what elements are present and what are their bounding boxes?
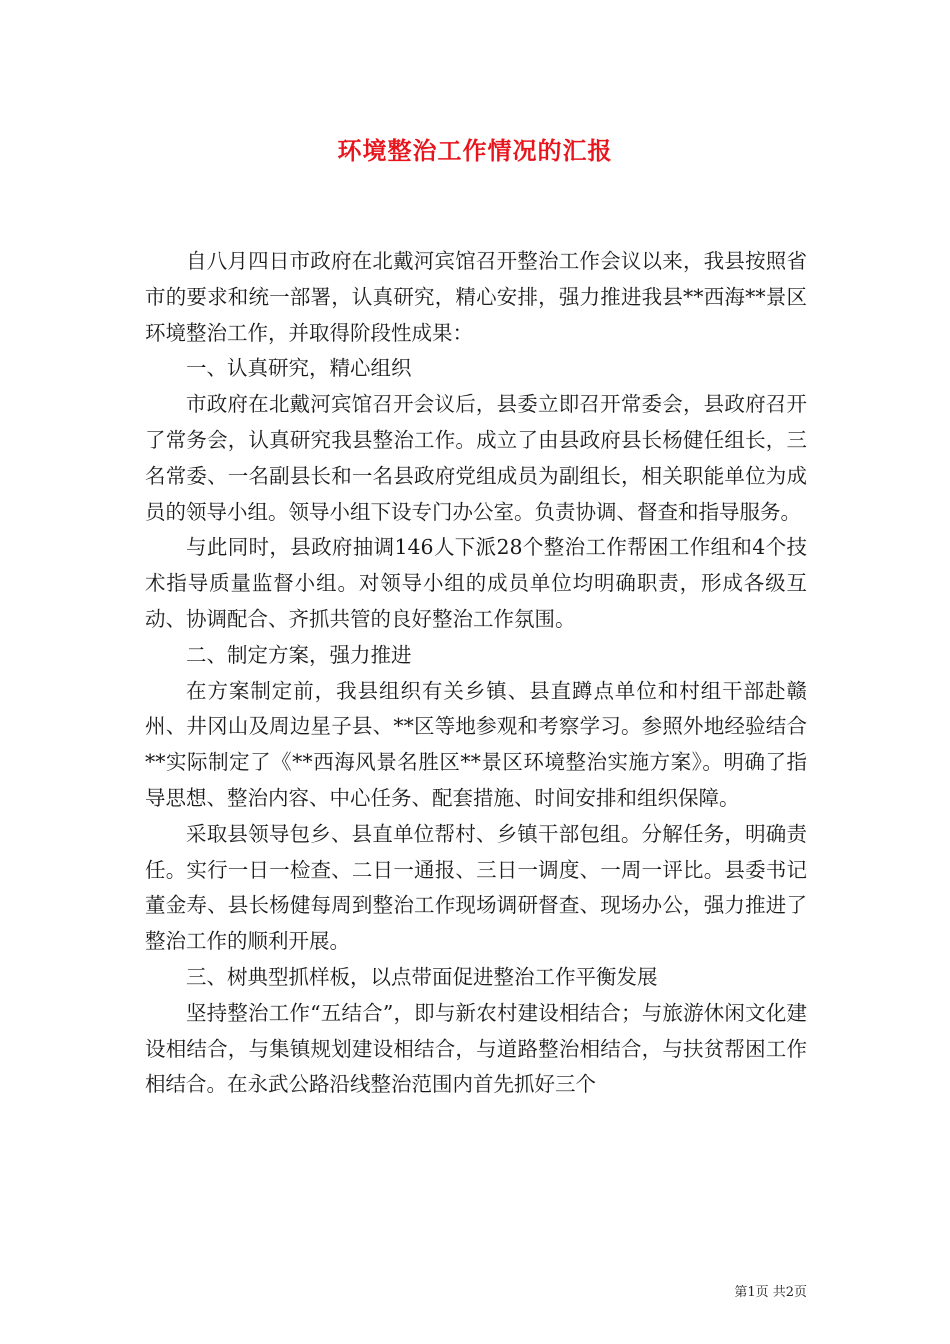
paragraph: 坚持整治工作“五结合”，即与新农村建设相结合；与旅游休闲文化建设相结合，与集镇规划建设相结合，与道路整治相结合，与扶贫帮困工作相结合。在永武公路沿线整治范围内首先抓好三个 (145, 1000, 807, 1097)
section-heading-2: 二、制定方案，强力推进 (186, 642, 412, 667)
page-number: 第1页 共2页 (734, 1285, 807, 1300)
section-heading-3: 三、树典型抓样板，以点带面促进整治工作平衡发展 (186, 964, 658, 989)
document-title: 环境整治工作情况的汇报 (337, 136, 613, 165)
section-heading-1: 一、认真研究，精心组织 (186, 356, 412, 381)
paragraph: 市政府在北戴河宾馆召开会议后，县委立即召开常委会，县政府召开了常务会，认真研究我县整治工作。成立了由县政府县长杨健任组长，三名常委、一名副县长和一名县政府党组成员为副组长，相关职能单位为成员的领导小组。领导小组下设专门办公室。负责协调、督查和指导服务。 (145, 392, 807, 524)
document-body (145, 244, 807, 1103)
paragraph: 在方案制定前，我县组织有关乡镇、县直蹲点单位和村组干部赴赣州、井冈山及周边星子县、**区等地参观和考察学习。参照外地经验结合**实际制定了《**西海风景名胜区**景区环境整治实施方案》。明确了指导思想、整治内容、中心任务、配套措施、时间安排和组织保障。 (145, 678, 807, 810)
paragraph-intro: 自八月四日市政府在北戴河宾馆召开整治工作会议以来，我县按照省市的要求和统一部署，认真研究，精心安排，强力推进我县**西海**景区环境整治工作，并取得阶段性成果： (145, 249, 807, 345)
paragraph: 与此同时，县政府抽调146人下派28个整治工作帮困工作组和4个技术指导质量监督小组。对领导小组的成员单位均明确职责，形成各级互动、协调配合、齐抓共管的良好整治工作氛围。 (145, 535, 807, 631)
paragraph: 采取县领导包乡、县直单位帮村、乡镇干部包组。分解任务，明确责任。实行一日一检查、二日一通报、三日一调度、一周一评比。县委书记董金寿、县长杨健每周到整治工作现场调研督查、现场办公，强力推进了整治工作的顺利开展。 (145, 821, 807, 954)
